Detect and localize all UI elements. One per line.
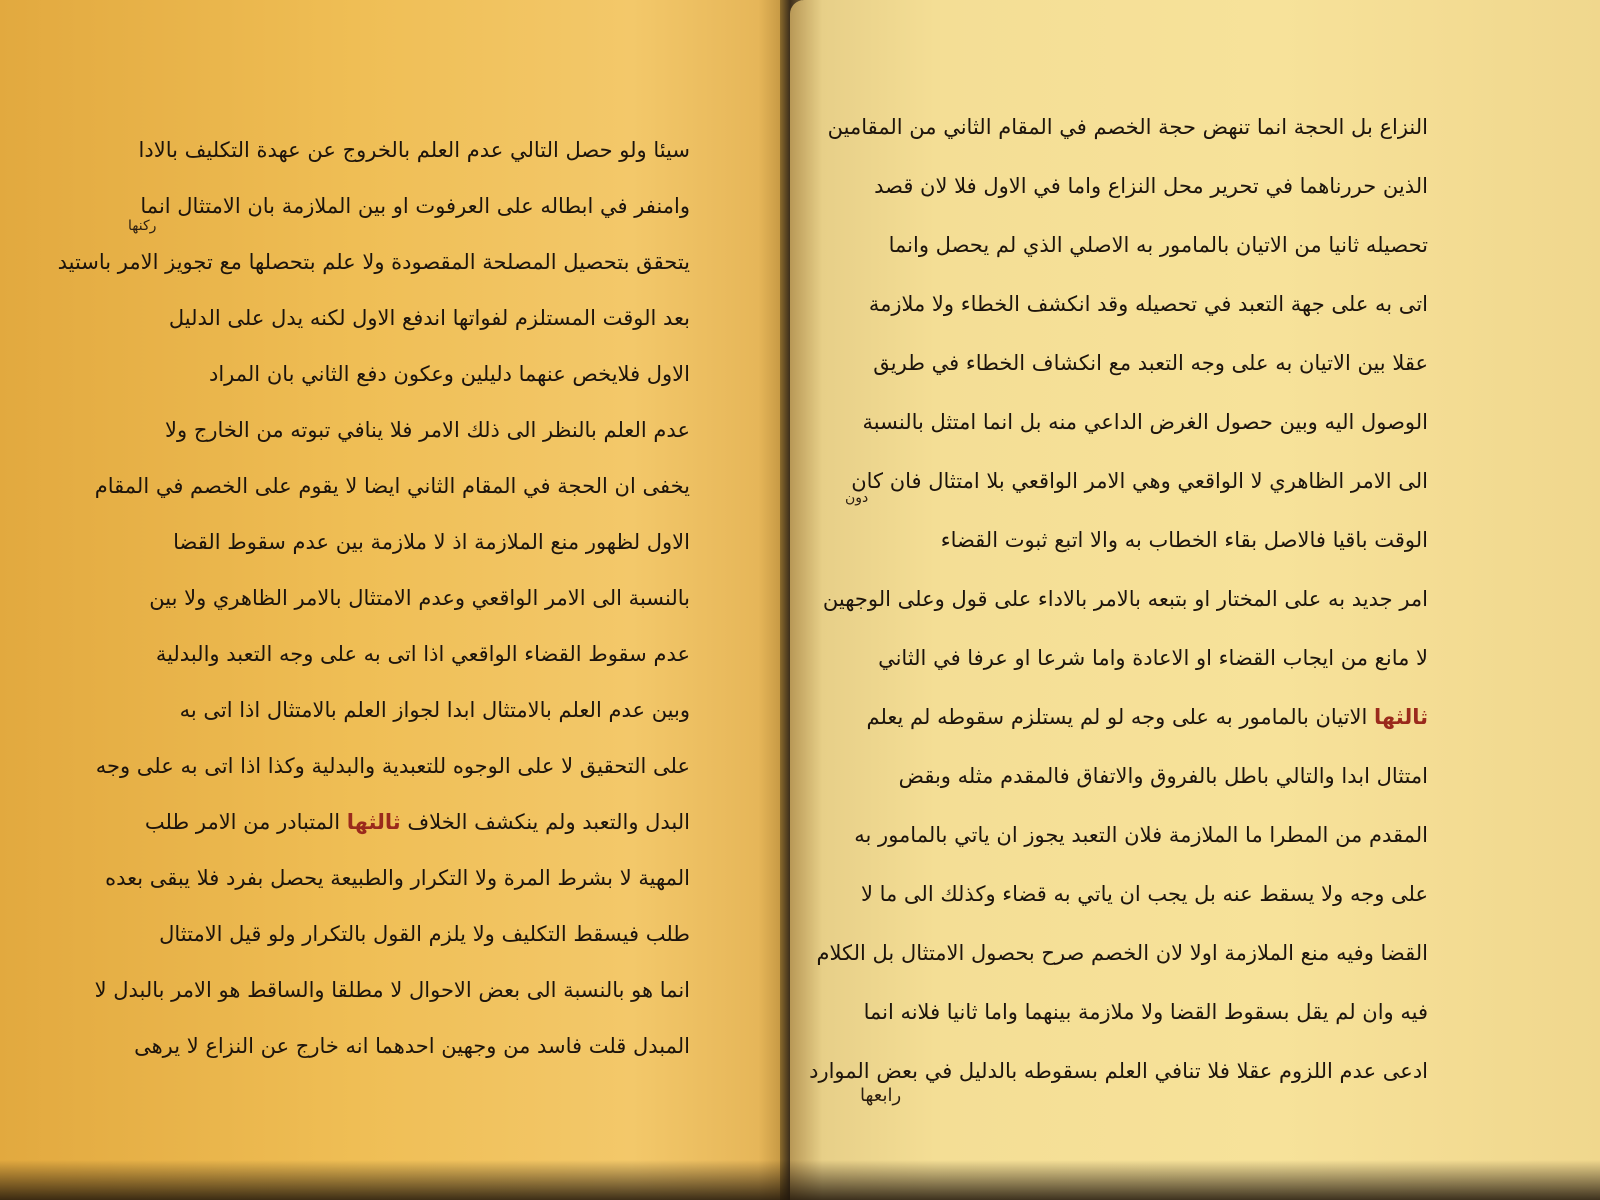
right-line-15: القضا وفيه منع الملازمة اولا لان الخصم صرح بحصول الامتثال بل الكلام bbox=[816, 941, 1428, 965]
right-line-7: الى الامر الظاهري لا الواقعي وهي الامر الواقعي بلا امتثال فان كان bbox=[851, 469, 1428, 493]
right-line-9: امر جديد به على المختار او بتبعه بالامر بالاداء على قول وعلى الوجهين bbox=[822, 587, 1428, 611]
left-line-13 bbox=[130, 794, 690, 850]
left-line-5: الاول فلايخص عنهما دليلين وعكون دفع الثاني بان المراد bbox=[209, 362, 690, 386]
left-line-3: يتحقق بتحصيل المصلحة المقصودة ولا علم بتحصلها مع تجويز الامر باستيد bbox=[57, 250, 690, 274]
left-line-7: يخفى ان الحجة في المقام الثاني ايضا لا يقوم على الخصم في المقام bbox=[94, 474, 690, 498]
left-line-13-end: المتبادر من الامر طلب bbox=[144, 810, 341, 834]
left-line-17: المبدل قلت فاسد من وجهين احدهما انه خارج عن النزاع لا يرهى bbox=[134, 1034, 690, 1058]
left-line-10: عدم سقوط القضاء الواقعي اذا اتى به على وجه التعبد والبدلية bbox=[155, 642, 690, 666]
right-line-1: النزاع بل الحجة انما تنهض حجة الخصم في المقام الثاني من المقامين bbox=[827, 115, 1428, 139]
right-line-11 bbox=[848, 688, 1428, 747]
left-line-2: وامنفر في ابطاله على العرفوت او بين الملازمة بان الامتثال انما bbox=[140, 194, 690, 218]
right-line-13: المقدم من المطرا ما الملازمة فلان التعبد يجوز ان ياتي بالمامور به bbox=[854, 823, 1428, 847]
right-page-text bbox=[809, 98, 1428, 1101]
left-line-14: المهية لا بشرط المرة ولا التكرار والطبيعة يحصل بفرد فلا يبقى بعده bbox=[105, 866, 690, 890]
right-line-12: امتثال ابدا والتالي باطل بالفروق والاتفاق فالمقدم مثله وبقض bbox=[898, 764, 1428, 788]
right-line-14: على وجه ولا يسقط عنه بل يجب ان ياتي به قضاء وكذلك الى ما لا bbox=[860, 882, 1428, 906]
right-margin-note: دون bbox=[845, 490, 869, 506]
right-line-10: لا مانع من ايجاب القضاء او الاعادة واما شرعا او عرفا في الثاني bbox=[878, 646, 1428, 670]
left-line-16: انما هو بالنسبة الى بعض الاحوال لا مطلقا والساقط هو الامر بالبدل لا bbox=[94, 978, 690, 1002]
left-page bbox=[0, 0, 790, 1200]
left-line-11: وبين عدم العلم بالامتثال ابدا لجواز العلم بالامتثال اذا اتى به bbox=[179, 698, 690, 722]
left-line-9: بالنسبة الى الامر الواقعي وعدم الامتثال بالامر الظاهري ولا بين bbox=[149, 586, 690, 610]
left-line-12: على التحقيق لا على الوجوه للتعبدية والبدلية وكذا اذا اتى به على وجه bbox=[95, 754, 690, 778]
right-page bbox=[790, 0, 1600, 1200]
left-line-6: عدم العلم بالنظر الى ذلك الامر فلا ينافي تبوته من الخارج ولا bbox=[165, 418, 690, 442]
left-line-1: سيئا ولو حصل التالي عدم العلم بالخروج عن عهدة التكليف بالادا bbox=[138, 138, 690, 162]
right-line-2: الذين حررناهما في تحرير محل النزاع واما في الاول فلا لان قصد bbox=[874, 174, 1428, 198]
right-line-6: الوصول اليه وبين حصول الغرض الداعي منه بل انما امتثل بالنسبة bbox=[862, 410, 1428, 434]
right-line-16: فيه وان لم يقل بسقوط القضا ولا ملازمة بينهما واما ثانيا فلانه انما bbox=[863, 1000, 1428, 1024]
catchword: رابعها bbox=[860, 1085, 902, 1106]
right-line-5: عقلا بين الاتيان به على وجه التعبد مع انكشاف الخطاء في طريق bbox=[873, 351, 1428, 375]
rubric-heading-left: ثالثها bbox=[346, 810, 401, 834]
right-line-3: تحصيله ثانيا من الاتيان بالمامور به الاصلي الذي لم يحصل وانما bbox=[888, 233, 1428, 257]
left-line-8: الاول لظهور منع الملازمة اذ لا ملازمة بين عدم سقوط القضا bbox=[173, 530, 690, 554]
bottom-shadow bbox=[0, 1160, 1600, 1200]
left-page-text bbox=[57, 122, 690, 1074]
left-line-15: طلب فيسقط التكليف ولا يلزم القول بالتكرار ولو قيل الامتثال bbox=[159, 922, 690, 946]
right-line-8: الوقت باقيا فالاصل بقاء الخطاب به والا اتبع ثبوت القضاء bbox=[940, 528, 1428, 552]
rubric-heading-right: ثالثها bbox=[1374, 705, 1428, 729]
left-line-13-start: البدل والتعبد ولم ينكشف الخلاف bbox=[407, 810, 690, 834]
right-line-17: ادعى عدم اللزوم عقلا فلا تنافي العلم بسقوطه بالدليل في بعض الموارد bbox=[809, 1059, 1428, 1083]
left-margin-note: ركنها bbox=[128, 218, 157, 234]
left-line-4: بعد الوقت المستلزم لفواتها اندفع الاول لكنه يدل على الدليل bbox=[168, 306, 690, 330]
right-line-4: اتى به على جهة التعبد في تحصيله وقد انكشف الخطاء ولا ملازمة bbox=[868, 292, 1428, 316]
right-line-11-text: الاتيان بالمامور به على وجه لو لم يستلزم سقوطه لم يعلم bbox=[866, 705, 1368, 729]
